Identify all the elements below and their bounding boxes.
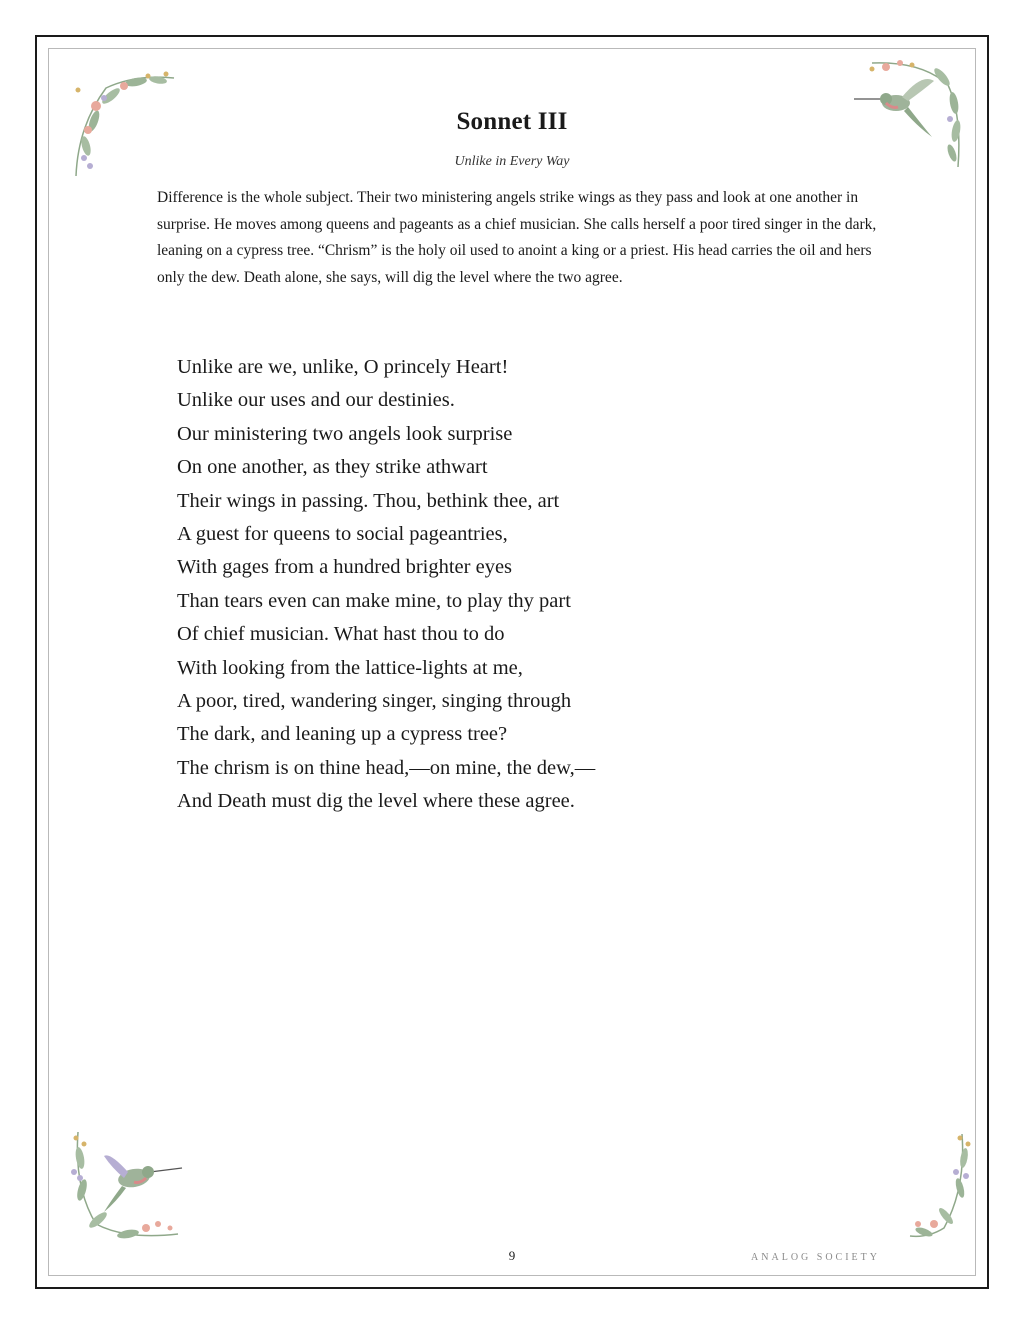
poem-line: A poor, tired, wandering singer, singing through: [177, 690, 572, 713]
poem-line: Unlike our uses and our destinies.: [177, 389, 455, 412]
poem-title: Sonnet III: [456, 108, 568, 135]
poem-body: [177, 351, 817, 819]
poem-subtitle: Unlike in Every Way: [454, 154, 570, 169]
poem-line: And Death must dig the level where these agree.: [177, 790, 575, 813]
poem-line: Our ministering two angels look surprise: [177, 422, 513, 445]
hummingbird-floral-corner-icon: [66, 1128, 186, 1248]
poem-summary: Difference is the whole subject. Their two ministering angels strike wings as they pass and look at one another in surprise. He moves among queens and pageants as a chief musician. She calls herself a poor tired singer in the dark, leaning on a cypress tree. “Chrism” is the holy oil used to anoint a king or a priest. His head carries the oil and hers only the dew. Death alone, she says, will dig the level where the two agree.: [157, 189, 877, 286]
poem-line: Of chief musician. What hast thou to do: [177, 623, 505, 646]
publisher-footer: ANALOG SOCIETY: [751, 1252, 880, 1263]
poem-line: A guest for queens to social pageantries,: [177, 523, 508, 546]
poem-line: Their wings in passing. Thou, bethink thee, art: [177, 489, 560, 512]
poem-line: On one another, as they strike athwart: [177, 456, 488, 479]
poem-line: Unlike are we, unlike, O princely Heart!: [177, 356, 509, 378]
poem-line: Than tears even can make mine, to play thy part: [177, 589, 571, 612]
poem-line: With gages from a hundred brighter eyes: [177, 556, 513, 579]
floral-corner-icon: [884, 1128, 1004, 1248]
page-number: 9: [508, 1248, 516, 1263]
poem-line: The dark, and leaning up a cypress tree?: [177, 723, 508, 746]
poem-line: The chrism is on thine head,—on mine, the dew,—: [177, 756, 596, 779]
poem-line: With looking from the lattice-lights at me,: [177, 656, 523, 679]
